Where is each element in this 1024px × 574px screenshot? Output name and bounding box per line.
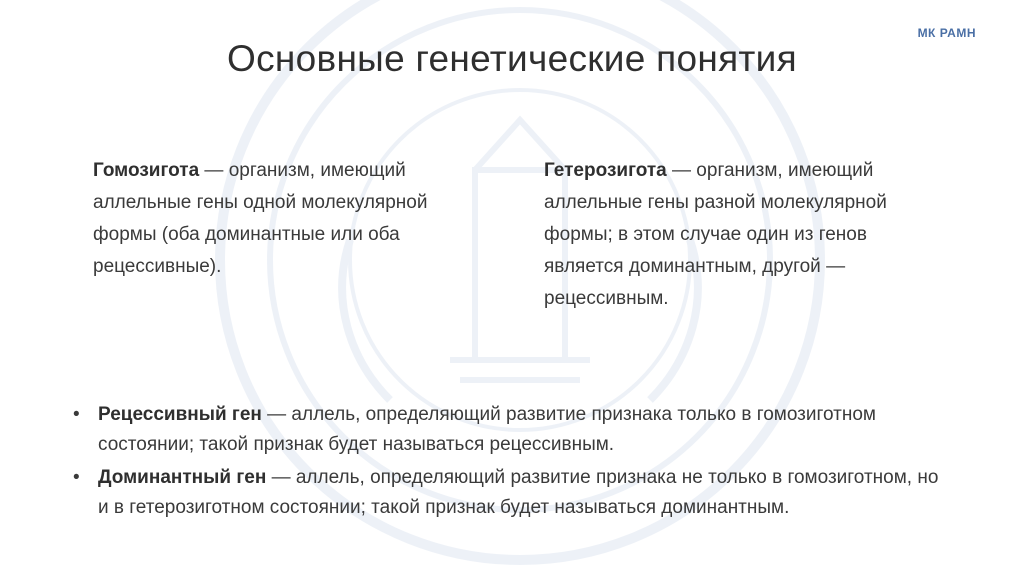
list-item-dominant-gene	[73, 463, 953, 523]
bullet-term: Доминантный ген	[98, 467, 267, 488]
logo: МК РАМН	[917, 26, 976, 40]
page-title: Основные генетические понятия	[227, 38, 797, 79]
bullet-icon: •	[73, 467, 80, 488]
bullet-text: — аллель, определяющий развитие признака только в гомозиготном состоянии; такой признак будет называться рецессивным.	[98, 404, 876, 455]
bullet-text: — аллель, определяющий развитие признака не только в гомозиготном, но и в гетерозиготном состоянии; такой признак будет называться доминантным.	[98, 467, 939, 518]
list-item-recessive-gene	[73, 400, 953, 460]
bullet-icon: •	[73, 404, 80, 425]
definition-term: Гомозигота	[93, 160, 200, 181]
definition-term: Гетерозигота	[544, 160, 667, 181]
definition-heterozygote	[544, 155, 934, 315]
bullet-term: Рецессивный ген	[98, 404, 262, 425]
gene-bullet-list	[73, 400, 953, 526]
definition-homozygote	[93, 155, 473, 283]
definition-text: — организм, имеющий аллельные гены одной молекулярной формы (оба доминантные или оба рецессивные).	[93, 160, 428, 277]
definition-text: — организм, имеющий аллельные гены разной молекулярной формы; в этом случае один из генов является доминантным, другой — рецессивным.	[544, 160, 887, 309]
